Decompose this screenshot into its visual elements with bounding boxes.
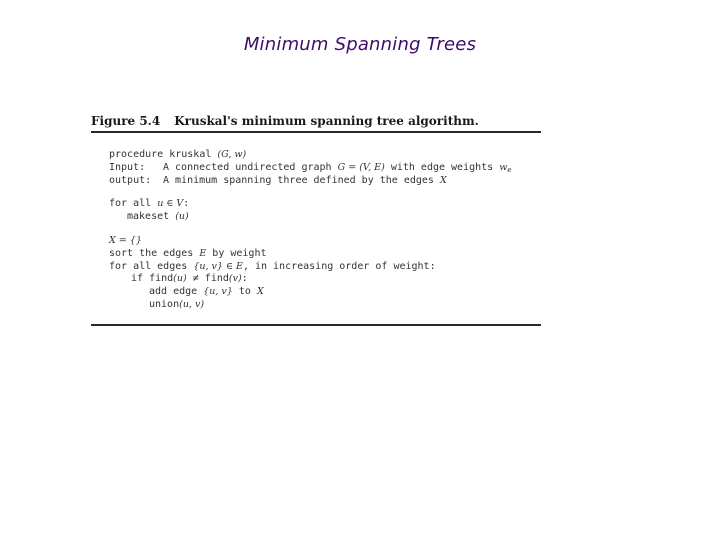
union-math: (u, v) [179, 298, 205, 310]
figure-number: Figure 5.4 [91, 114, 161, 128]
if-find-a: find [149, 273, 174, 285]
add-edge-math-b: X [256, 286, 264, 298]
code-line-for-all-edges [109, 261, 541, 274]
slide-title: Minimum Spanning Trees [243, 34, 477, 55]
init-x-math: X = {} [109, 234, 142, 246]
output-label: output: [109, 174, 152, 186]
if-math-a: (u) [173, 273, 187, 285]
code-line-sort [109, 248, 541, 261]
input-math-a: G = (V, E) [337, 161, 385, 173]
output-text-a: A minimum spanning three defined by the edges [163, 174, 434, 186]
code-line-makeset [109, 211, 541, 224]
input-math-b: w [499, 161, 508, 173]
output-math-a: X [439, 174, 447, 186]
for-all-suffix: : [183, 198, 190, 210]
code-line-union [109, 299, 541, 312]
code-line-add-edge [109, 286, 541, 299]
code-line-init-x [109, 235, 541, 248]
for-all-keyword: for all [109, 198, 152, 210]
pseudocode-block [91, 133, 541, 324]
sort-text-b: by weight [212, 247, 267, 259]
add-edge-text-b: to [238, 286, 251, 298]
procedure-args: (G, w) [217, 149, 247, 160]
procedure-keyword: procedure [109, 149, 164, 160]
makeset-text: makeset [127, 211, 170, 223]
code-gap [109, 224, 541, 235]
if-op: ≠ [192, 273, 199, 285]
figure-caption-text: Kruskal's minimum spanning tree algorithm. [174, 114, 479, 128]
code-line-if [109, 273, 541, 286]
for-edges-text-a: for all edges [109, 260, 188, 272]
input-text-b: with edge weights [390, 161, 494, 173]
code-line-output [109, 175, 541, 188]
add-edge-math: {u, v} [203, 286, 233, 298]
code-line-input [109, 162, 541, 175]
for-edges-text-b: , in increasing order of weight: [242, 260, 436, 272]
code-line-procedure [109, 149, 541, 162]
makeset-math: (u) [175, 211, 189, 223]
for-edges-math: {u, v} ∈ E [193, 260, 243, 272]
if-find-b: find [204, 273, 229, 285]
if-suffix: : [241, 273, 248, 285]
bottom-rule [91, 324, 541, 326]
sort-math: E [199, 247, 207, 259]
input-math-b-sub: e [507, 165, 512, 174]
code-gap [109, 187, 541, 198]
add-edge-text-a: add edge [149, 286, 198, 298]
sort-text-a: sort the edges [109, 247, 194, 259]
union-text: union [149, 298, 180, 310]
for-all-math: u ∈ V [157, 198, 184, 210]
input-label: Input: [109, 161, 146, 173]
if-keyword: if [131, 273, 144, 285]
code-line-for-all-vertices [109, 198, 541, 211]
input-text-a: A connected undirected graph [163, 161, 332, 173]
figure-caption [91, 112, 541, 130]
if-math-b: (v) [228, 273, 242, 285]
figure-box [91, 112, 541, 326]
procedure-name: kruskal [169, 149, 212, 160]
